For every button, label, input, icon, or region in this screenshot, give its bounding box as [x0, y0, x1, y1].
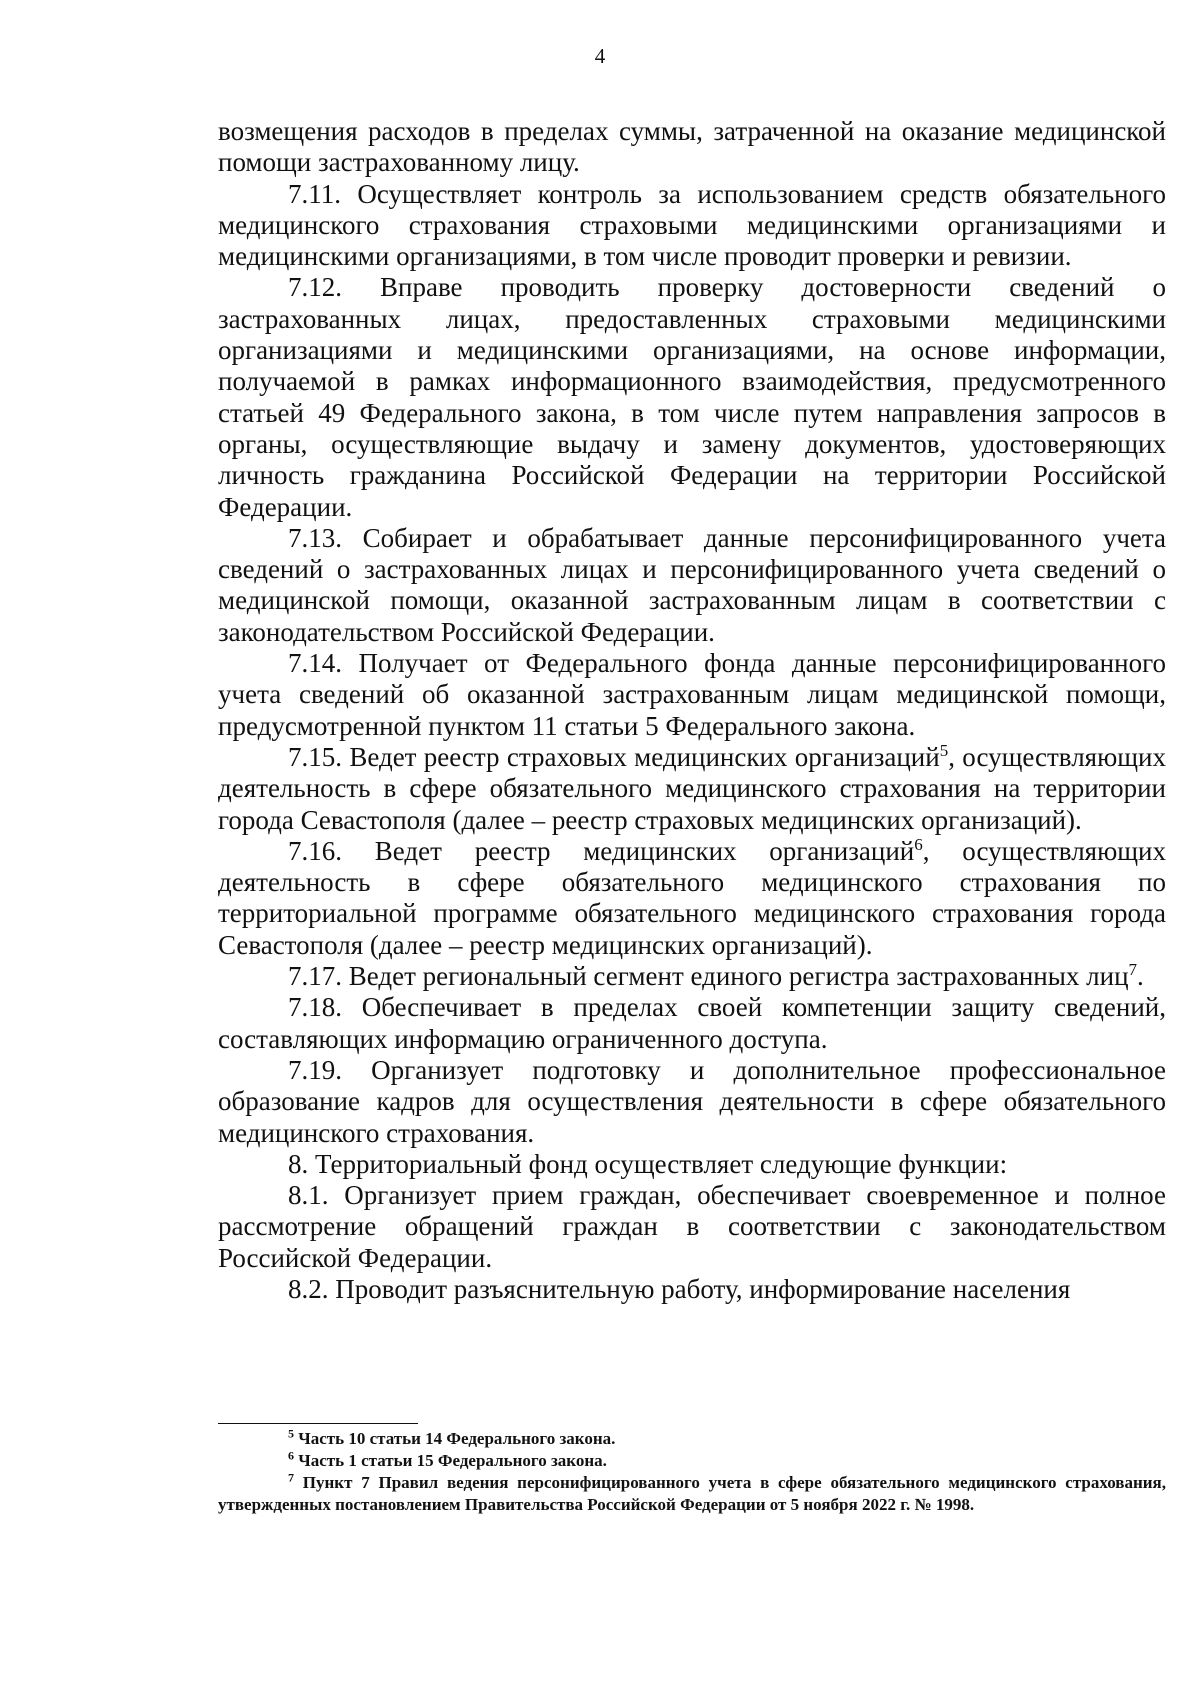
paragraph-7-16-text-rest: , осуществляющих деятельность в сфере обязательного медицинского страхования по территориальной программе обязательного медицинского страхования города Севастополя (далее – реестр медицинских организаций).	[218, 835, 1166, 960]
footnote-text: Пункт 7 Правил ведения персонифицированного учета в сфере обязательного медицинского страхования, утвержденных постановлением Правительства Российской Федерации от 5 ноября 2022 г. № 1998.	[218, 1473, 1166, 1514]
paragraph-7-13: 7.13. Собирает и обрабатывает данные персонифицированного учета сведений о застрахованных лицах и персонифицированного учета сведений о медицинской помощи, оказанной застрахованным лицам в соответствии с законодательством Российской Федерации.	[218, 522, 1166, 647]
footnote-text: Часть 10 статьи 14 Федерального закона.	[298, 1429, 616, 1448]
footnote-text: Часть 1 статьи 15 Федерального закона.	[298, 1451, 607, 1470]
paragraph-7-12: 7.12. Вправе проводить проверку достоверности сведений о застрахованных лицах, предоставленных страховыми медицинскими организациями и медицинскими организациями, на основе информации, получаемой в рамках информационного взаимодействия, предусмотренного статьей 49 Федерального закона, в том числе путем направления запросов в органы, осуществляющие выдачу и замену документов, удостоверяющих личность гражданина Российской Федерации на территории Российской Федерации.	[218, 272, 1166, 522]
footnote-6	[218, 1450, 1166, 1472]
paragraph-7-15	[218, 742, 1166, 836]
paragraph-7-16	[218, 836, 1166, 961]
footnote-mark: 7	[288, 1470, 294, 1485]
footnote-ref-5: 5	[939, 740, 949, 760]
paragraph-7-17-text: 7.17. Ведет региональный сегмент единого регистра застрахованных лиц	[288, 961, 1129, 992]
paragraph-8: 8. Территориальный фонд осуществляет следующие функции:	[288, 1148, 1008, 1179]
paragraph-7-16-text: 7.16. Ведет реестр медицинских организаций	[288, 835, 915, 866]
document-body	[218, 116, 1166, 1305]
footnote-ref-6: 6	[914, 834, 923, 854]
paragraph-continuation: возмещения расходов в пределах суммы, затраченной на оказание медицинской помощи застрахованному лицу.	[218, 116, 1166, 178]
footnote-mark: 6	[288, 1448, 294, 1463]
paragraph-7-17-text-rest: .	[1137, 961, 1144, 992]
paragraph-7-15-text-rest: , осуществляющих деятельность в сфере обязательного медицинского страхования на территории города Севастополя (далее – реестр страховых медицинских организаций).	[218, 741, 1166, 835]
paragraph-7-11: 7.11. Осуществляет контроль за использованием средств обязательного медицинского страхования страховыми медицинскими организациями и медицинскими организациями, в том числе проводит проверки и ревизии.	[218, 178, 1166, 272]
footnote-5	[218, 1428, 1166, 1450]
paragraph-7-17	[218, 961, 1166, 992]
footnote-separator	[218, 1423, 418, 1424]
footnote-mark: 5	[288, 1426, 294, 1441]
footnote-ref-7: 7	[1128, 960, 1138, 980]
paragraph-8-1: 8.1. Организует прием граждан, обеспечивает своевременное и полное рассмотрение обращений граждан в соответствии с законодательством Российской Федерации.	[218, 1180, 1166, 1273]
paragraph-7-19: 7.19. Организует подготовку и дополнительное профессиональное образование кадров для осуществления деятельности в сфере обязательного медицинского страхования.	[218, 1054, 1166, 1148]
page-number: 4	[594, 44, 606, 68]
footnotes	[218, 1428, 1166, 1516]
paragraph-7-15-text: 7.15. Ведет реестр страховых медицинских организаций	[288, 741, 940, 772]
footnote-7	[218, 1472, 1166, 1516]
paragraph-7-18: 7.18. Обеспечивает в пределах своей компетенции защиту сведений, составляющих информацию ограниченного доступа.	[218, 992, 1166, 1054]
paragraph-7-14: 7.14. Получает от Федерального фонда данные персонифицированного учета сведений об оказанной застрахованным лицам медицинской помощи, предусмотренной пунктом 11 статьи 5 Федерального закона.	[218, 648, 1166, 741]
paragraph-8-2: 8.2. Проводит разъяснительную работу, информирование населения	[288, 1273, 1071, 1304]
